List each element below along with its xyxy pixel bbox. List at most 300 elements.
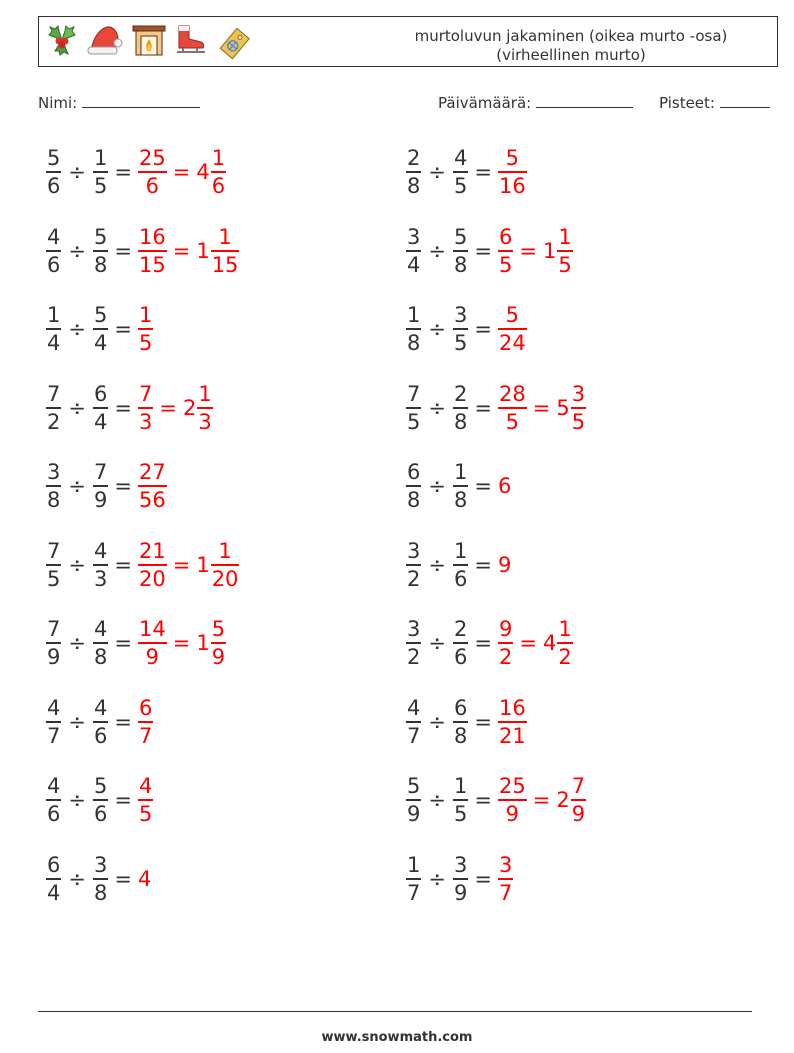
divisor-fraction: [453, 460, 468, 512]
divisor-fraction: [93, 539, 108, 591]
denominator: 8: [453, 488, 468, 512]
date-blank[interactable]: [536, 93, 633, 108]
problem-row: [406, 137, 527, 207]
answer: [498, 474, 511, 498]
equals-sign: =: [519, 238, 537, 263]
denominator: 9: [453, 880, 468, 905]
denominator: 7: [47, 723, 61, 748]
fraction-bar: [46, 564, 61, 566]
dividend-fraction: [406, 617, 421, 669]
fraction-bar: [138, 642, 167, 644]
numerator: 6: [407, 460, 421, 484]
fraction-bar: [138, 407, 153, 409]
dividend-fraction: [406, 696, 421, 748]
numerator: 16: [498, 695, 526, 720]
dividend-fraction: [46, 460, 61, 512]
numerator: 3: [407, 617, 421, 641]
fraction-bar: [46, 407, 61, 409]
fraction-bar: [557, 642, 572, 644]
answer: [498, 146, 527, 198]
fraction-bar: [46, 328, 61, 330]
mixed-whole: 1: [196, 552, 210, 577]
dividend-fraction: [46, 225, 61, 277]
dividend-fraction: [46, 853, 61, 905]
fraction-bar: [498, 799, 527, 801]
divisor-fraction: [93, 146, 108, 198]
numerator: 7: [571, 774, 586, 798]
name-field[interactable]: [38, 93, 200, 112]
answer-fraction: [498, 146, 527, 198]
denominator: 6: [47, 174, 61, 198]
answer-fraction: [498, 696, 527, 748]
dividend-fraction: [46, 774, 61, 826]
numerator: 28: [498, 381, 526, 406]
fraction-bar: [406, 799, 421, 801]
numerator: 5: [505, 303, 520, 327]
fraction-bar: [406, 171, 421, 173]
numerator: 5: [453, 224, 468, 249]
equals-sign: =: [474, 160, 492, 184]
fraction-bar: [46, 721, 61, 723]
answer: [138, 225, 239, 277]
numerator: 4: [93, 695, 108, 720]
divide-sign: ÷: [68, 866, 86, 891]
numerator: 5: [505, 146, 520, 170]
denominator: 8: [407, 174, 421, 198]
answer-whole: 4: [137, 866, 152, 891]
divide-sign: ÷: [68, 552, 86, 577]
answer-fraction: [138, 460, 167, 512]
divide-sign: ÷: [428, 395, 446, 420]
gift-tag-icon: [217, 23, 255, 61]
fireplace-icon: [131, 23, 167, 57]
equals-sign: =: [114, 395, 132, 420]
denominator: 7: [498, 880, 513, 905]
fraction-bar: [453, 721, 468, 723]
mixed-whole: 1: [196, 631, 210, 655]
numerator: 25: [498, 774, 526, 798]
problem-row: [46, 451, 167, 521]
denominator: 15: [138, 252, 166, 277]
numerator: 16: [138, 224, 166, 249]
denominator: 7: [407, 880, 421, 905]
denominator: 6: [211, 174, 226, 198]
answer-fraction: [498, 225, 513, 277]
denominator: 8: [407, 488, 421, 512]
numerator: 3: [407, 224, 421, 249]
mixed-fraction: [557, 617, 572, 669]
fraction-bar: [406, 564, 421, 566]
answer-fraction: [498, 774, 527, 826]
denominator: 6: [93, 723, 108, 748]
denominator: 6: [453, 645, 468, 669]
name-label: Nimi:: [38, 94, 78, 112]
divide-sign: ÷: [428, 160, 446, 184]
score-field[interactable]: [659, 93, 770, 112]
fraction-bar: [571, 407, 586, 409]
denominator: 6: [453, 566, 468, 591]
divisor-fraction: [93, 774, 108, 826]
numerator: 7: [47, 617, 61, 641]
equals-sign: =: [474, 238, 492, 263]
worksheet-title: [391, 27, 751, 65]
numerator: 4: [138, 774, 153, 798]
answer-fraction: [498, 853, 513, 905]
numerator: 6: [453, 695, 468, 720]
equals-sign: =: [114, 238, 132, 263]
fraction-bar: [46, 250, 61, 252]
fraction-bar: [453, 799, 468, 801]
fraction-bar: [498, 250, 513, 252]
answer-fraction: [498, 617, 513, 669]
divide-sign: ÷: [68, 709, 86, 734]
problem-row: [406, 608, 573, 678]
numerator: 7: [93, 460, 108, 484]
divisor-fraction: [453, 617, 468, 669]
answer-fraction: [498, 382, 527, 434]
divisor-fraction: [453, 225, 468, 277]
denominator: 8: [407, 331, 421, 355]
answer: [498, 303, 527, 355]
answer: [138, 696, 153, 748]
divisor-fraction: [93, 303, 108, 355]
denominator: 9: [145, 645, 160, 669]
numerator: 1: [138, 303, 153, 327]
fraction-bar: [406, 328, 421, 330]
equals-sign: =: [172, 631, 191, 655]
equals-sign: =: [474, 788, 492, 812]
numerator: 3: [453, 852, 468, 877]
equals-sign: =: [474, 709, 492, 734]
divisor-fraction: [453, 303, 468, 355]
denominator: 2: [558, 645, 572, 669]
answer: [138, 539, 239, 591]
denominator: 4: [407, 252, 421, 277]
fraction-bar: [138, 328, 153, 330]
answer-fraction: [138, 617, 167, 669]
mixed-whole: 5: [556, 395, 570, 420]
numerator: 7: [138, 381, 153, 406]
header-icons: [45, 23, 255, 61]
fraction-bar: [138, 250, 167, 252]
denominator: 9: [571, 802, 586, 826]
fraction-bar: [453, 250, 468, 252]
numerator: 27: [138, 460, 166, 484]
denominator: 5: [498, 252, 513, 277]
divisor-fraction: [93, 225, 108, 277]
numerator: 4: [93, 617, 108, 641]
fraction-bar: [93, 799, 108, 801]
holly-icon: [45, 23, 79, 57]
dividend-fraction: [406, 853, 421, 905]
divisor-fraction: [93, 382, 108, 434]
fraction-bar: [498, 171, 527, 173]
fraction-bar: [498, 328, 527, 330]
problem-row: [46, 373, 213, 443]
answer: [498, 696, 527, 748]
denominator: 9: [505, 802, 520, 826]
denominator: 9: [407, 802, 421, 826]
numerator: 4: [407, 695, 421, 720]
problem-row: [406, 216, 573, 286]
numerator: 5: [47, 146, 61, 170]
denominator: 5: [453, 802, 468, 826]
fraction-bar: [138, 485, 167, 487]
numerator: 5: [93, 303, 108, 327]
problem-row: [46, 844, 151, 914]
answer-fraction: [498, 303, 527, 355]
numerator: 2: [407, 146, 421, 170]
divide-sign: ÷: [428, 238, 446, 263]
answer-whole: 9: [497, 552, 512, 577]
denominator: 8: [453, 409, 468, 434]
answer: [498, 382, 586, 434]
fraction-bar: [211, 171, 226, 173]
numerator: 1: [558, 224, 572, 249]
numerator: 1: [407, 303, 421, 327]
divide-sign: ÷: [68, 395, 86, 420]
header-box: [38, 16, 778, 67]
numerator: 5: [93, 774, 108, 798]
answer-fraction: [138, 303, 153, 355]
equals-sign: =: [474, 866, 492, 891]
divide-sign: ÷: [428, 631, 446, 655]
fraction-bar: [93, 328, 108, 330]
fraction-bar: [138, 564, 167, 566]
equals-sign: =: [474, 631, 492, 655]
divisor-fraction: [453, 696, 468, 748]
fraction-bar: [211, 250, 240, 252]
numerator: 3: [47, 460, 61, 484]
denominator: 4: [47, 880, 61, 905]
fraction-bar: [93, 721, 108, 723]
numerator: 1: [47, 303, 61, 327]
fraction-bar: [498, 878, 513, 880]
name-blank[interactable]: [82, 93, 200, 108]
denominator: 7: [407, 723, 421, 748]
fraction-bar: [138, 721, 153, 723]
fraction-bar: [453, 642, 468, 644]
equals-sign: =: [172, 552, 191, 577]
fraction-bar: [453, 328, 468, 330]
dividend-fraction: [46, 382, 61, 434]
equals-sign: =: [114, 552, 132, 577]
answer-fraction: [138, 382, 153, 434]
equals-sign: =: [519, 631, 537, 655]
numerator: 1: [198, 381, 212, 406]
fraction-bar: [453, 407, 468, 409]
divide-sign: ÷: [68, 317, 86, 341]
dividend-fraction: [406, 539, 421, 591]
footer-url: www.snowmath.com: [321, 1030, 473, 1045]
mixed-fraction: [571, 382, 586, 434]
answer: [138, 146, 226, 198]
numerator: 3: [407, 538, 421, 563]
problem-row: [406, 294, 527, 364]
equals-sign: =: [159, 395, 177, 420]
divisor-fraction: [453, 539, 468, 591]
title-line-2: (virheellinen murto): [496, 46, 646, 64]
problem-row: [406, 687, 527, 757]
equals-sign: =: [114, 317, 132, 341]
ice-skate-icon: [173, 23, 211, 57]
numerator: 4: [453, 146, 468, 170]
score-blank[interactable]: [720, 93, 770, 108]
fraction-bar: [93, 407, 108, 409]
fraction-bar: [557, 250, 572, 252]
dividend-fraction: [46, 146, 61, 198]
numerator: 1: [218, 224, 232, 249]
fraction-bar: [453, 485, 468, 487]
denominator: 5: [138, 331, 153, 355]
dividend-fraction: [406, 225, 421, 277]
answer-fraction: [138, 539, 167, 591]
equals-sign: =: [474, 552, 492, 577]
equals-sign: =: [474, 317, 492, 341]
problem-row: [406, 765, 586, 835]
denominator: 3: [93, 566, 108, 591]
answer: [138, 303, 153, 355]
numerator: 1: [211, 146, 226, 170]
denominator: 8: [93, 880, 108, 905]
mixed-whole: 1: [196, 238, 210, 263]
answer: [138, 867, 151, 891]
fraction-bar: [453, 171, 468, 173]
denominator: 3: [138, 409, 153, 434]
denominator: 4: [93, 331, 108, 355]
answer: [498, 617, 573, 669]
answer: [498, 853, 513, 905]
denominator: 5: [558, 252, 572, 277]
dividend-fraction: [406, 774, 421, 826]
equals-sign: =: [114, 160, 132, 184]
fraction-bar: [138, 171, 167, 173]
denominator: 21: [498, 723, 526, 748]
fraction-bar: [406, 642, 421, 644]
denominator: 6: [47, 802, 61, 826]
mixed-fraction: [571, 774, 586, 826]
mixed-fraction: [211, 617, 226, 669]
problem-row: [46, 608, 226, 678]
numerator: 6: [498, 224, 513, 249]
divisor-fraction: [93, 696, 108, 748]
fraction-bar: [211, 564, 240, 566]
numerator: 1: [218, 538, 232, 563]
equals-sign: =: [114, 709, 132, 734]
denominator: 3: [198, 409, 212, 434]
fraction-bar: [93, 171, 108, 173]
divide-sign: ÷: [428, 317, 446, 341]
problem-row: [406, 373, 586, 443]
mixed-whole: 4: [542, 631, 557, 655]
denominator: 9: [93, 488, 108, 512]
denominator: 5: [138, 802, 153, 826]
denominator: 9: [211, 645, 226, 669]
mixed-fraction: [557, 225, 572, 277]
equals-sign: =: [474, 395, 492, 420]
denominator: 5: [453, 174, 468, 198]
denominator: 9: [47, 645, 61, 669]
numerator: 1: [453, 774, 468, 798]
divide-sign: ÷: [68, 788, 86, 812]
mixed-whole: 2: [556, 788, 570, 812]
denominator: 20: [138, 566, 166, 591]
divide-sign: ÷: [68, 238, 86, 263]
denominator: 5: [93, 174, 108, 198]
fraction-bar: [406, 485, 421, 487]
dividend-fraction: [406, 146, 421, 198]
denominator: 6: [145, 174, 160, 198]
numerator: 1: [453, 460, 468, 484]
mixed-whole: 4: [196, 160, 210, 184]
numerator: 1: [453, 538, 468, 563]
equals-sign: =: [474, 474, 492, 498]
mixed-fraction: [211, 539, 240, 591]
dividend-fraction: [406, 382, 421, 434]
fraction-bar: [93, 642, 108, 644]
numerator: 21: [138, 538, 166, 563]
denominator: 20: [211, 566, 239, 591]
date-field[interactable]: [438, 93, 633, 112]
problem-row: [46, 216, 239, 286]
divisor-fraction: [93, 460, 108, 512]
answer-fraction: [138, 225, 167, 277]
numerator: 3: [453, 303, 468, 327]
numerator: 7: [407, 381, 421, 406]
title-line-1: murtoluvun jakaminen (oikea murto -osa): [414, 27, 728, 45]
answer: [138, 382, 213, 434]
problem-row: [46, 137, 226, 207]
divide-sign: ÷: [428, 709, 446, 734]
date-label: Päivämäärä:: [438, 94, 532, 112]
problem-row: [406, 530, 511, 600]
mixed-fraction: [211, 146, 226, 198]
dividend-fraction: [46, 696, 61, 748]
denominator: 24: [498, 331, 526, 355]
answer-fraction: [138, 146, 167, 198]
equals-sign: =: [532, 395, 551, 420]
fraction-bar: [93, 250, 108, 252]
denominator: 16: [498, 174, 526, 198]
numerator: 4: [47, 695, 61, 720]
fraction-bar: [93, 878, 108, 880]
fraction-bar: [46, 642, 61, 644]
answer: [498, 225, 573, 277]
denominator: 4: [93, 409, 108, 434]
dividend-fraction: [46, 617, 61, 669]
denominator: 2: [407, 566, 421, 591]
score-label: Pisteet:: [659, 94, 715, 112]
fraction-bar: [138, 799, 153, 801]
denominator: 7: [138, 723, 153, 748]
mixed-fraction: [211, 225, 240, 277]
numerator: 25: [138, 146, 166, 170]
denominator: 5: [505, 409, 520, 434]
numerator: 7: [47, 538, 61, 563]
equals-sign: =: [114, 474, 132, 498]
denominator: 15: [211, 252, 239, 277]
fraction-bar: [46, 799, 61, 801]
mixed-whole: 1: [542, 238, 557, 263]
santa-hat-icon: [85, 23, 125, 57]
fraction-bar: [46, 485, 61, 487]
fraction-bar: [498, 642, 513, 644]
mixed-whole: 2: [182, 395, 197, 420]
numerator: 5: [407, 774, 421, 798]
divide-sign: ÷: [428, 474, 446, 498]
dividend-fraction: [406, 460, 421, 512]
numerator: 1: [93, 146, 108, 170]
